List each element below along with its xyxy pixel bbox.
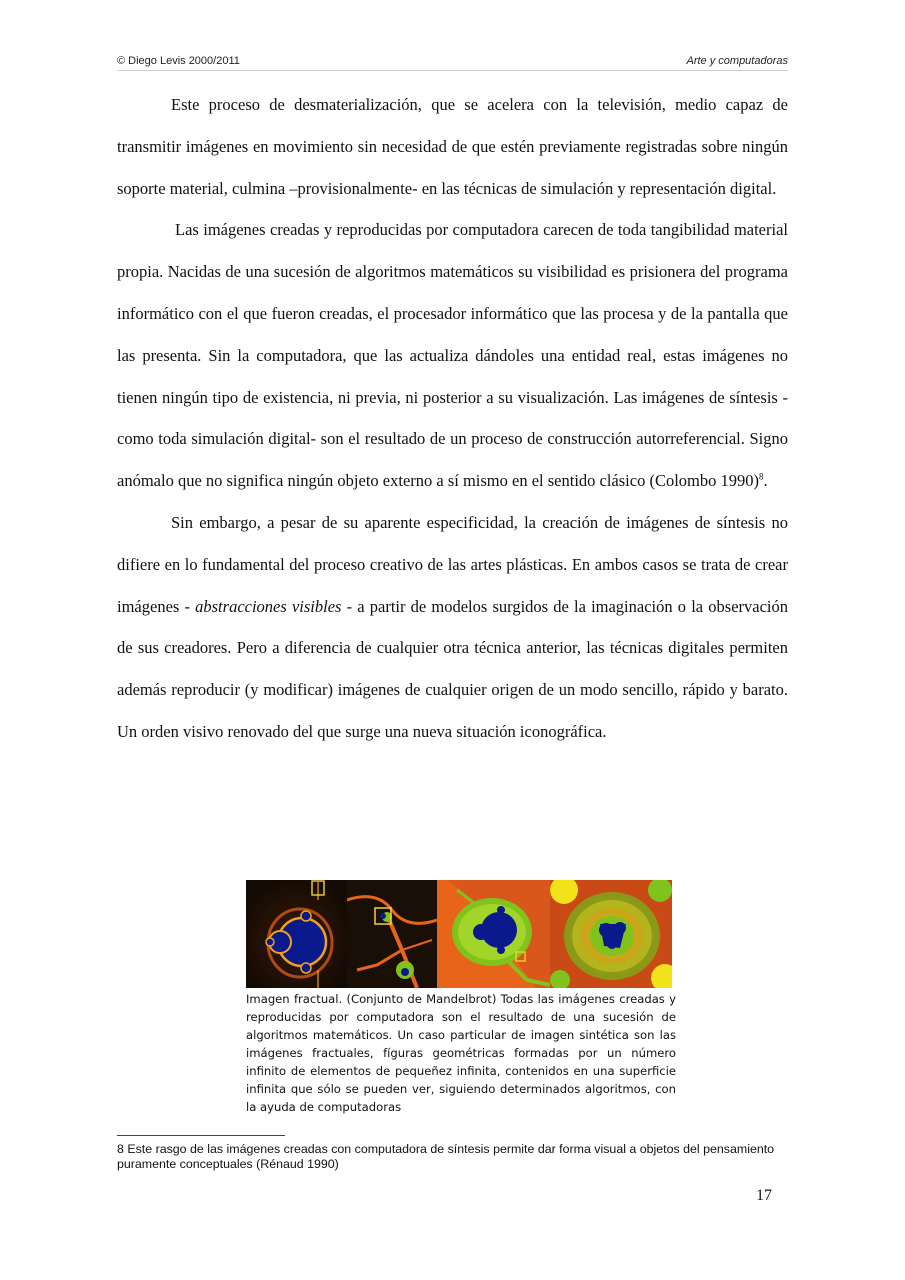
fractal-panel-1 xyxy=(246,880,347,988)
paragraph-1: Este proceso de desmaterialización, que se acelera con la televisión, medio capaz de transmitir imágenes en movimiento sin necesidad de que estén previamente registradas sobre ningún soporte material, culmina –provisionalmente- en las técnicas de simulación y representación digital. xyxy=(117,95,788,198)
fractal-panel-2 xyxy=(347,880,437,988)
fractal-panel-3 xyxy=(437,880,550,988)
footnote: 8 Este rasgo de las imágenes creadas con computadora de síntesis permite dar forma visual a objetos del pensamiento puramente conceptuales (Rénaud 1990) xyxy=(117,1142,775,1171)
mandelbrot-zoom-1-image xyxy=(347,880,437,988)
mandelbrot-full-image xyxy=(246,880,347,988)
fractal-panel-4 xyxy=(550,880,672,988)
paragraph-2-text: Las imágenes creadas y reproducidas por computadora carecen de toda tangibilidad material propia. Nacidas de una sucesión de algoritmos matemáticos su visibilidad es prisionera del programa informático con el que fueron creadas, el procesador informático que las procesa y de la pantalla que las presenta. Sin la computadora, que las actualiza dándoles una entidad real, estas imágenes no tienen ningún tipo de existencia, ni previa, ni posterior a su visualización. Las imágenes de síntesis - como toda simulación digital- son el resultado de un proceso de construcción autorreferencial. Signo anómalo que no significa ningún objeto externo a sí mismo en el sentido clásico (Colombo 1990) xyxy=(117,220,788,491)
paragraph-3 xyxy=(117,502,788,753)
paragraph-2-end: . xyxy=(763,471,768,491)
page-number: 17 xyxy=(756,1187,772,1204)
paragraph-3-italic: abstracciones visibles xyxy=(195,596,342,616)
body-text xyxy=(117,84,788,753)
header-title: Arte y computadoras xyxy=(686,55,788,67)
header-copyright: © Diego Levis 2000/2011 xyxy=(117,55,240,67)
mandelbrot-zoom-3-image xyxy=(550,880,672,988)
mandelbrot-zoom-2-image xyxy=(437,880,550,988)
paragraph-2 xyxy=(117,209,788,502)
fractal-figure xyxy=(246,880,672,988)
footnote-ref[interactable]: 8 xyxy=(759,471,764,482)
paragraph-3-end: - a partir de modelos surgidos de la imaginación o la observación de sus creadores. Pero a diferencia de cualquier otra técnica anterior, las técnicas digitales permiten además reproducir (y modificar) imágenes de cualquier origen de un modo sencillo, rápido y barato. Un orden visivo renovado del que surge una nueva situación iconográfica. xyxy=(117,596,788,741)
paragraph-3-start: Sin embargo, a pesar de su aparente especificidad, la creación de imágenes de síntesis no difiere en lo fundamental del proceso creativo de las artes plásticas. En ambos casos se trata de crear imágenes - xyxy=(117,512,788,616)
page-header xyxy=(117,54,788,71)
footnote-separator xyxy=(117,1135,285,1136)
figure-caption: Imagen fractual. (Conjunto de Mandelbrot) Todas las imágenes creadas y reproducidas por computadora son el resultado de una sucesión de algoritmos matemáticos. Un caso particular de imagen sintética son las imágenes fractuales, fíguras geométricas formadas por un número infinito de elementos de pequeñez infinita, contenidos en una superficie infinita que sólo se pueden ver, siguiendo determinados algoritmos, con la ayuda de computadoras xyxy=(246,992,676,1114)
